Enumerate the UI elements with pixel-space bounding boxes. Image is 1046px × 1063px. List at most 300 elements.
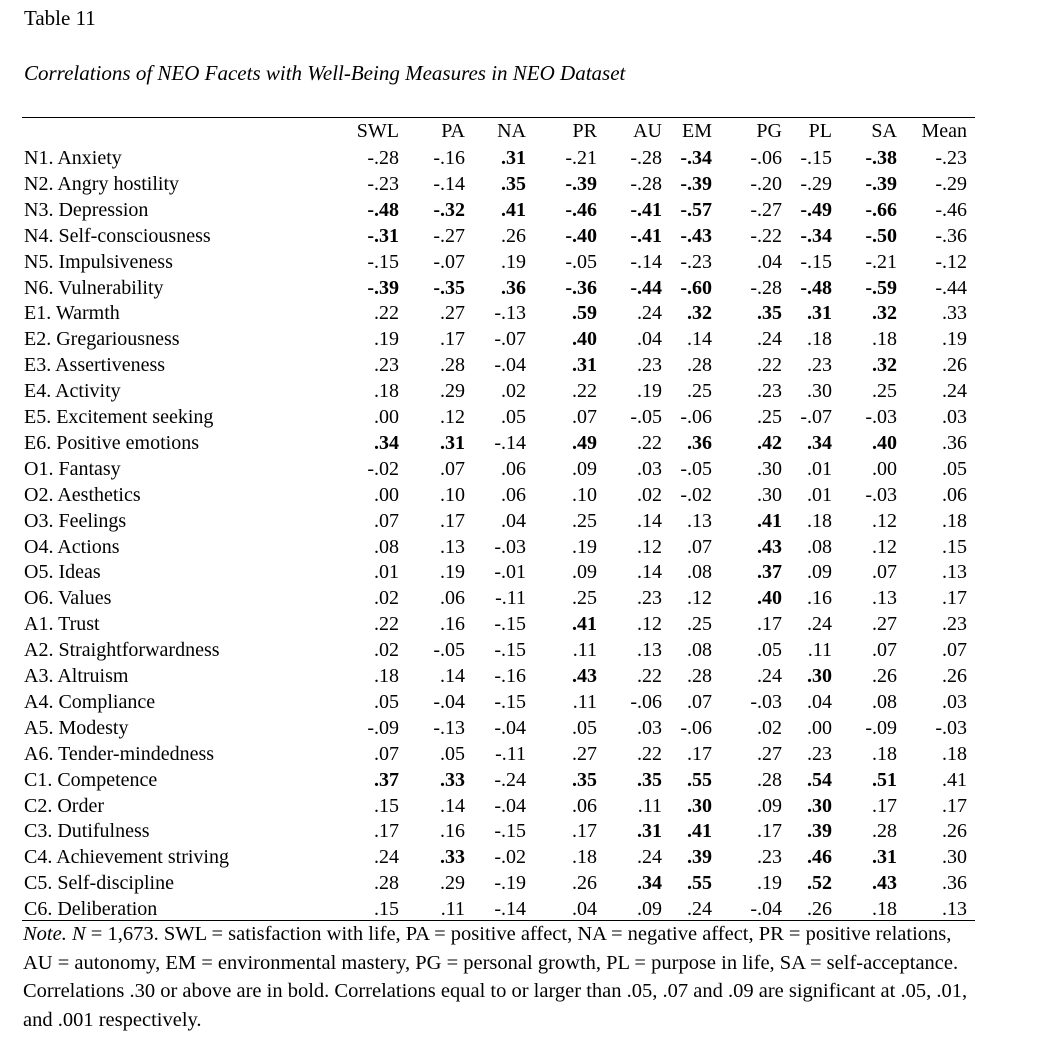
cell-em: .07	[687, 535, 712, 558]
cell-pg: -.06	[750, 147, 782, 169]
cell-pg: .37	[757, 561, 782, 584]
cell-pg: .27	[757, 742, 782, 765]
cell-au: .23	[637, 587, 662, 610]
cell-swl: -.48	[367, 198, 399, 221]
cell-swl: .08	[374, 535, 399, 558]
cell-mean: .19	[942, 328, 967, 351]
cell-pa: -.13	[433, 716, 465, 739]
cell-na: .04	[501, 509, 526, 532]
cell-em: .28	[687, 665, 712, 687]
cell-pl: .23	[807, 742, 832, 765]
cell-pl: -.15	[800, 147, 832, 169]
cell-na: -.07	[494, 328, 526, 351]
cell-mean: -.12	[935, 250, 967, 273]
cell-em: .13	[687, 509, 712, 532]
cell-swl: .34	[374, 431, 399, 454]
cell-pr: .26	[572, 872, 597, 895]
cell-mean: .33	[942, 302, 967, 325]
cell-pr: .18	[572, 846, 597, 869]
cell-pa: .27	[440, 302, 465, 325]
cell-sa: .40	[872, 431, 897, 454]
cell-mean: .13	[942, 898, 967, 921]
cell-em: .24	[687, 898, 712, 921]
cell-em: -.39	[680, 172, 712, 195]
cell-sa: .18	[872, 898, 897, 921]
row-label: E6. Positive emotions	[24, 431, 199, 454]
cell-mean: .03	[942, 406, 967, 428]
cell-pl: .31	[807, 302, 832, 325]
cell-au: .22	[637, 742, 662, 765]
cell-na: -.03	[494, 535, 526, 558]
cell-au: -.41	[630, 198, 662, 221]
cell-mean: .36	[942, 431, 967, 454]
cell-swl: .22	[374, 613, 399, 636]
cell-pg: .19	[757, 872, 782, 895]
cell-pg: .02	[757, 716, 782, 739]
cell-pl: .24	[807, 613, 832, 636]
cell-au: .13	[637, 639, 662, 662]
row-label: E1. Warmth	[24, 302, 120, 325]
cell-mean: .26	[942, 665, 967, 687]
cell-na: .06	[501, 483, 526, 506]
column-header-row	[22, 119, 975, 145]
cell-em: -.05	[680, 457, 712, 480]
cell-swl: .19	[374, 328, 399, 351]
cell-sa: .26	[872, 665, 897, 687]
cell-swl: -.15	[367, 250, 399, 273]
cell-pa: -.27	[433, 224, 465, 247]
cell-swl: .24	[374, 846, 399, 869]
cell-mean: .41	[942, 768, 967, 791]
table-row	[22, 768, 975, 794]
cell-mean: .13	[942, 561, 967, 584]
cell-mean: .07	[942, 639, 967, 662]
note-text: = 1,673. SWL = satisfaction with life, PA = positive affect, NA = negative affect, PR = positive relations, AU = autonomy, EM = environmental mastery, PG = personal growth, PL = purpose in life, SA = self-acceptance. Correlations .30 or above are in bold. Correlations equal to or larger than .05, .07 and .09 are significant at .05, .01, and .001 respectively.	[23, 923, 968, 1031]
cell-sa: .51	[872, 768, 897, 791]
cell-swl: .01	[374, 561, 399, 584]
note-label: Note.	[23, 923, 67, 945]
table-row	[22, 457, 975, 483]
cell-au: .34	[637, 872, 662, 895]
cell-na: .36	[501, 276, 526, 299]
cell-pg: .35	[757, 302, 782, 325]
cell-pg: -.27	[750, 198, 782, 221]
row-label: C4. Achievement striving	[24, 846, 229, 869]
cell-em: .39	[687, 846, 712, 869]
cell-mean: .18	[942, 509, 967, 532]
cell-pa: -.14	[433, 172, 465, 195]
cell-au: -.06	[630, 690, 662, 713]
table-row	[22, 535, 975, 561]
cell-na: -.15	[494, 820, 526, 843]
cell-sa: -.66	[865, 198, 897, 221]
cell-sa: .08	[872, 690, 897, 713]
cell-em: -.57	[680, 198, 712, 221]
cell-mean: .26	[942, 354, 967, 377]
cell-pg: .17	[757, 820, 782, 843]
cell-pr: .25	[572, 509, 597, 532]
cell-pl: .01	[807, 483, 832, 506]
cell-pr: .17	[572, 820, 597, 843]
row-label: N2. Angry hostility	[24, 172, 180, 195]
table-row	[22, 845, 975, 871]
cell-pr: .59	[572, 302, 597, 325]
cell-em: -.43	[680, 224, 712, 247]
row-label: E5. Excitement seeking	[24, 406, 214, 428]
row-label: O3. Feelings	[24, 509, 127, 532]
cell-pg: .30	[757, 483, 782, 506]
cell-sa: .12	[872, 535, 897, 558]
row-label: O6. Values	[24, 587, 112, 610]
cell-na: .41	[501, 198, 526, 221]
cell-na: .06	[501, 457, 526, 480]
row-label: E2. Gregariousness	[24, 328, 180, 351]
table-row	[22, 690, 975, 716]
cell-mean: -.46	[935, 198, 967, 221]
cell-na: .19	[501, 250, 526, 273]
cell-pl: .30	[807, 794, 832, 817]
cell-pg: .43	[757, 535, 782, 558]
table-row	[22, 276, 975, 302]
cell-em: .32	[687, 302, 712, 325]
cell-sa: .28	[872, 820, 897, 843]
cell-em: .12	[687, 587, 712, 610]
cell-pl: .52	[807, 872, 832, 895]
cell-pg: .25	[757, 406, 782, 428]
cell-pg: -.22	[750, 224, 782, 247]
cell-na: -.24	[494, 768, 526, 791]
cell-pg: .23	[757, 380, 782, 403]
cell-mean: .03	[942, 690, 967, 713]
table-row	[22, 431, 975, 457]
column-header-au: AU	[633, 120, 662, 142]
cell-swl: .07	[374, 509, 399, 532]
cell-pr: .40	[572, 328, 597, 351]
cell-swl: -.28	[367, 147, 399, 169]
cell-pg: -.04	[750, 898, 782, 921]
cell-sa: .17	[872, 794, 897, 817]
table-row	[22, 509, 975, 535]
cell-mean: .18	[942, 742, 967, 765]
cell-swl: .00	[374, 483, 399, 506]
cell-pa: .14	[440, 794, 465, 817]
cell-pr: .05	[572, 716, 597, 739]
cell-au: -.05	[630, 406, 662, 428]
cell-au: .02	[637, 483, 662, 506]
cell-pr: .04	[572, 898, 597, 921]
cell-pa: .33	[440, 768, 465, 791]
cell-swl: -.09	[367, 716, 399, 739]
cell-pa: .07	[440, 457, 465, 480]
cell-au: .14	[637, 509, 662, 532]
table-row	[22, 483, 975, 509]
cell-sa: .27	[872, 613, 897, 636]
cell-pa: .12	[440, 406, 465, 428]
cell-pl: .11	[807, 639, 832, 662]
cell-pg: .41	[757, 509, 782, 532]
cell-pr: -.36	[565, 276, 597, 299]
cell-pr: .35	[572, 768, 597, 791]
cell-mean: .05	[942, 457, 967, 480]
cell-na: -.14	[494, 431, 526, 454]
cell-swl: .07	[374, 742, 399, 765]
row-label: A4. Compliance	[24, 690, 156, 713]
cell-na: -.04	[494, 794, 526, 817]
table-row	[22, 560, 975, 586]
cell-pl: .23	[807, 354, 832, 377]
cell-swl: .02	[374, 639, 399, 662]
cell-em: -.02	[680, 483, 712, 506]
cell-mean: .15	[942, 535, 967, 558]
row-label: N1. Anxiety	[24, 147, 122, 169]
cell-pr: .41	[572, 613, 597, 636]
cell-na: -.15	[494, 690, 526, 713]
cell-swl: .18	[374, 380, 399, 403]
cell-pa: -.35	[433, 276, 465, 299]
row-label: E3. Assertiveness	[24, 354, 166, 377]
cell-mean: .23	[942, 613, 967, 636]
cell-pa: -.32	[433, 198, 465, 221]
cell-mean: .17	[942, 587, 967, 610]
table-row	[22, 327, 975, 353]
cell-pa: .06	[440, 587, 465, 610]
cell-mean: -.29	[935, 172, 967, 195]
cell-pa: .17	[440, 328, 465, 351]
cell-pg: .23	[757, 846, 782, 869]
row-label: N6. Vulnerability	[24, 276, 164, 299]
cell-pl: .09	[807, 561, 832, 584]
top-rule	[22, 117, 975, 118]
table-row	[22, 612, 975, 638]
cell-pg: -.03	[750, 690, 782, 713]
cell-pg: -.20	[750, 172, 782, 195]
cell-pa: .13	[440, 535, 465, 558]
cell-pl: -.07	[800, 406, 832, 428]
cell-na: -.16	[494, 665, 526, 687]
cell-na: -.04	[494, 354, 526, 377]
cell-pr: .49	[572, 431, 597, 454]
table-row	[22, 716, 975, 742]
cell-na: -.11	[495, 742, 526, 765]
cell-pl: .16	[807, 587, 832, 610]
cell-pg: .40	[757, 587, 782, 610]
cell-pa: .31	[440, 431, 465, 454]
cell-em: .14	[687, 328, 712, 351]
row-label: A1. Trust	[24, 613, 100, 636]
cell-em: .41	[687, 820, 712, 843]
cell-swl: -.23	[367, 172, 399, 195]
cell-mean: -.23	[935, 147, 967, 169]
cell-em: .55	[687, 768, 712, 791]
row-label: O2. Aesthetics	[24, 483, 141, 506]
cell-pg: .24	[757, 328, 782, 351]
cell-pr: .11	[572, 690, 597, 713]
cell-pa: .29	[440, 380, 465, 403]
table-row	[22, 638, 975, 664]
table-row	[22, 794, 975, 820]
cell-sa: .13	[872, 587, 897, 610]
table-row	[22, 742, 975, 768]
cell-sa: .07	[872, 561, 897, 584]
cell-pr: -.05	[565, 250, 597, 273]
cell-swl: .22	[374, 302, 399, 325]
table-row	[22, 586, 975, 612]
table-caption: Correlations of NEO Facets with Well-Being Measures in NEO Dataset	[24, 61, 626, 85]
column-header-em: EM	[682, 120, 712, 142]
cell-mean: .26	[942, 820, 967, 843]
cell-pl: -.34	[800, 224, 832, 247]
cell-pl: .34	[807, 431, 832, 454]
column-header-pg: PG	[756, 120, 782, 142]
cell-pg: .22	[757, 354, 782, 377]
cell-pr: .19	[572, 535, 597, 558]
cell-swl: .23	[374, 354, 399, 377]
cell-em: -.23	[680, 250, 712, 273]
cell-sa: .18	[872, 328, 897, 351]
cell-pr: .09	[572, 457, 597, 480]
cell-pg: .24	[757, 665, 782, 687]
cell-pl: .18	[807, 328, 832, 351]
cell-pa: .11	[440, 898, 465, 921]
cell-pl: .04	[807, 690, 832, 713]
cell-au: .24	[637, 302, 662, 325]
cell-au: .11	[637, 794, 662, 817]
column-header-na: NA	[497, 120, 526, 142]
cell-pl: .39	[807, 820, 832, 843]
cell-au: .23	[637, 354, 662, 377]
cell-na: -.19	[494, 872, 526, 895]
cell-swl: .05	[374, 690, 399, 713]
row-label: N5. Impulsiveness	[24, 250, 173, 273]
cell-em: .36	[687, 431, 712, 454]
cell-sa: .31	[872, 846, 897, 869]
table-note	[23, 920, 973, 1034]
cell-au: .09	[637, 898, 662, 921]
cell-em: .08	[687, 639, 712, 662]
cell-au: -.14	[630, 250, 662, 273]
cell-au: -.44	[630, 276, 662, 299]
cell-pg: .28	[757, 768, 782, 791]
table-row	[22, 172, 975, 198]
cell-em: -.60	[680, 276, 712, 299]
table-row	[22, 871, 975, 897]
cell-em: .07	[687, 690, 712, 713]
cell-au: .12	[637, 535, 662, 558]
cell-sa: .18	[872, 742, 897, 765]
cell-na: -.11	[495, 587, 526, 610]
cell-em: -.06	[680, 716, 712, 739]
cell-em: .17	[687, 742, 712, 765]
cell-pl: .01	[807, 457, 832, 480]
cell-na: -.13	[494, 302, 526, 325]
row-label: C3. Dutifulness	[24, 820, 150, 843]
cell-pl: .54	[807, 768, 832, 791]
cell-au: .35	[637, 768, 662, 791]
cell-em: .30	[687, 794, 712, 817]
cell-pl: -.49	[800, 198, 832, 221]
cell-sa: -.50	[865, 224, 897, 247]
cell-na: -.15	[494, 613, 526, 636]
cell-pr: -.40	[565, 224, 597, 247]
cell-na: -.14	[494, 898, 526, 921]
cell-au: .12	[637, 613, 662, 636]
table-row	[22, 198, 975, 224]
cell-au: .22	[637, 431, 662, 454]
cell-au: .04	[637, 328, 662, 351]
cell-pa: .16	[440, 820, 465, 843]
cell-au: .03	[637, 716, 662, 739]
cell-pg: .04	[757, 250, 782, 273]
cell-mean: -.03	[935, 716, 967, 739]
cell-pa: .05	[440, 742, 465, 765]
cell-swl: .37	[374, 768, 399, 791]
cell-sa: -.38	[865, 147, 897, 169]
cell-pa: .10	[440, 483, 465, 506]
cell-pl: .00	[807, 716, 832, 739]
cell-mean: -.36	[935, 224, 967, 247]
cell-pl: -.29	[800, 172, 832, 195]
row-label: C5. Self-discipline	[24, 872, 174, 895]
cell-sa: -.03	[865, 483, 897, 506]
cell-na: .02	[501, 380, 526, 403]
cell-pl: .08	[807, 535, 832, 558]
cell-pa: .28	[440, 354, 465, 377]
column-header-pa: PA	[441, 120, 465, 142]
cell-pr: .27	[572, 742, 597, 765]
cell-em: -.06	[680, 406, 712, 428]
column-header-pl: PL	[808, 120, 832, 142]
cell-swl: .02	[374, 587, 399, 610]
cell-pa: -.05	[433, 639, 465, 662]
cell-au: -.28	[630, 147, 662, 169]
table-row	[22, 379, 975, 405]
column-header-swl: SWL	[356, 120, 399, 142]
cell-pr: .43	[572, 665, 597, 687]
cell-pa: .17	[440, 509, 465, 532]
cell-pl: .26	[807, 898, 832, 921]
cell-swl: .00	[374, 406, 399, 428]
table-row	[22, 250, 975, 276]
cell-pa: -.16	[433, 147, 465, 169]
cell-swl: -.31	[367, 224, 399, 247]
cell-sa: .00	[872, 457, 897, 480]
cell-sa: .43	[872, 872, 897, 895]
cell-au: .19	[637, 380, 662, 403]
cell-swl: .15	[374, 794, 399, 817]
cell-pr: .25	[572, 587, 597, 610]
cell-swl: .17	[374, 820, 399, 843]
table-row	[22, 405, 975, 431]
cell-swl: .28	[374, 872, 399, 895]
cell-au: -.28	[630, 172, 662, 195]
column-header-pr: PR	[572, 120, 597, 142]
row-label: A6. Tender-mindedness	[24, 742, 215, 765]
cell-na: -.15	[494, 639, 526, 662]
row-label: N3. Depression	[24, 198, 149, 221]
table-row	[22, 146, 975, 172]
cell-na: .35	[501, 172, 526, 195]
cell-pg: .17	[757, 613, 782, 636]
row-label: N4. Self-consciousness	[24, 224, 211, 247]
row-label: C2. Order	[24, 794, 104, 817]
cell-em: .55	[687, 872, 712, 895]
cell-au: .03	[637, 457, 662, 480]
cell-mean: .30	[942, 846, 967, 869]
cell-na: .05	[501, 406, 526, 428]
column-header-mean: Mean	[921, 120, 967, 142]
cell-pl: .18	[807, 509, 832, 532]
row-label: O5. Ideas	[24, 561, 101, 584]
